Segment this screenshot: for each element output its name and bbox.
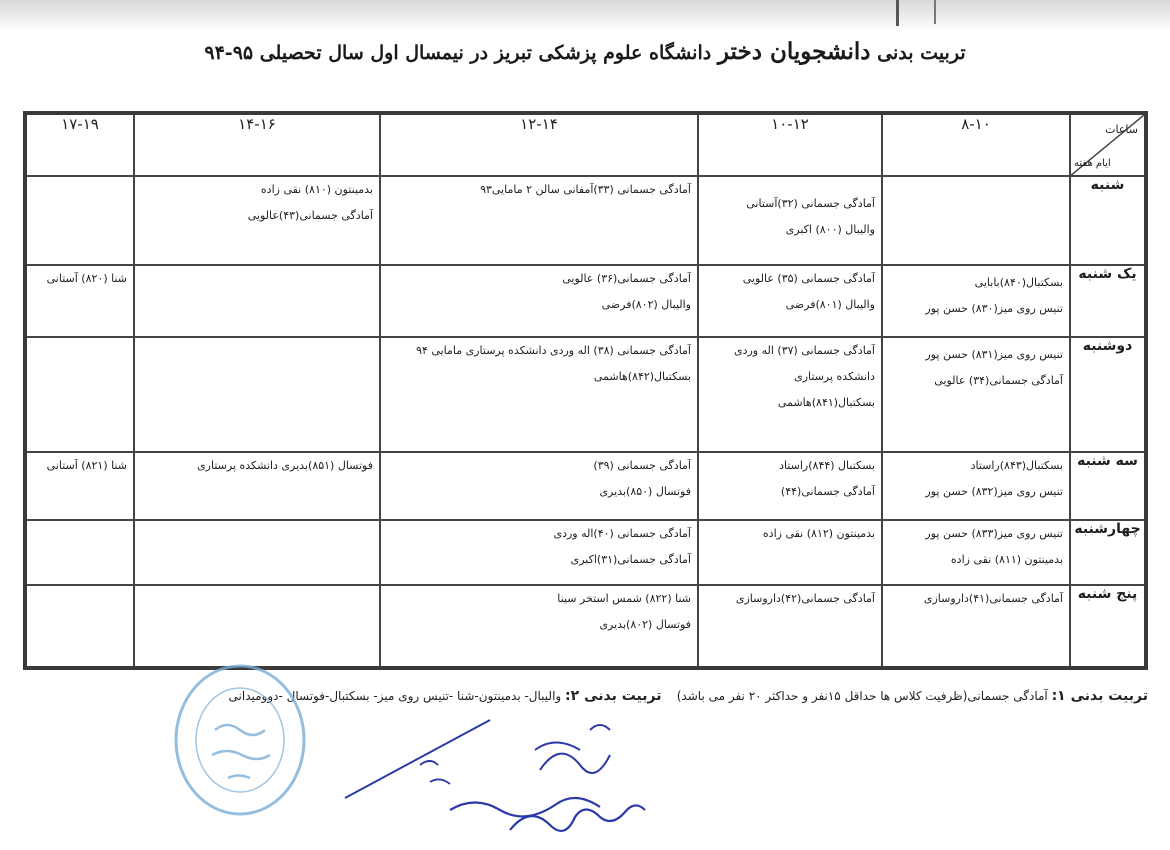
class-entry: دانشکده پرستاری xyxy=(794,370,875,384)
class-entry: آمادگی جسمانی(۳۱)اکبری xyxy=(570,553,691,567)
class-entry: آمادگی جسمانی(۴۳)عالویی xyxy=(247,209,373,223)
scan-top-edge xyxy=(0,0,1170,30)
schedule-cell xyxy=(698,265,882,337)
title-part2: دانشجویان دختر xyxy=(717,38,871,65)
day-label: شنبه xyxy=(1070,176,1146,264)
schedule-cell xyxy=(134,452,380,520)
schedule-cell xyxy=(882,520,1070,584)
header-corner xyxy=(1070,113,1146,176)
day-label: پنج شنبه xyxy=(1070,585,1146,669)
class-entry: بسکتبال(۸۴۲)هاشمی xyxy=(593,370,691,384)
class-entry: آمادگی جسمانی (۳۷) اله وردی xyxy=(733,344,875,358)
schedule-cell xyxy=(134,265,380,337)
scan-mark xyxy=(934,0,936,24)
schedule-cell xyxy=(698,337,882,452)
schedule-cell xyxy=(25,337,134,452)
schedule-table xyxy=(23,111,1148,670)
class-entry: آمادگی جسمانی (۳۹) xyxy=(593,458,691,472)
scan-mark xyxy=(896,0,899,26)
schedule-cell xyxy=(380,176,698,264)
class-entry: بدمینتون (۸۱۱) نقی زاده xyxy=(950,553,1063,567)
footer-text-1: آمادگی جسمانی(ظرفیت کلاس ها حداقل ۱۵نفر و حداکثر ۲۰ نفر می باشد) xyxy=(676,689,1048,703)
day-label: چهارشنبه xyxy=(1070,520,1146,584)
class-entry: والیبال (۸۰۱)فرضی xyxy=(785,297,875,311)
day-label: یک شنبه xyxy=(1070,265,1146,337)
corner-days-label: ایام هفته xyxy=(1074,158,1111,170)
class-entry: آمادگی جسمانی (۳۳)آمفانی سالن ۲ مامایی۹۳ xyxy=(480,183,691,197)
time-slot-header: ۱۲-۱۴ xyxy=(380,113,698,176)
day-label: دوشنبه xyxy=(1070,337,1146,452)
title-part1: تربیت بدنی xyxy=(877,42,966,64)
class-entry: آمادگی جسمانی(۴۱)داروسازی xyxy=(923,591,1063,605)
table-row xyxy=(25,176,1146,264)
schedule-cell xyxy=(25,176,134,264)
footer-text-2: والیبال- بدمینتون-شنا -تنیس روی میز- بسکتبال-فوتسال -دوومیدانی xyxy=(228,689,562,703)
table-row xyxy=(25,452,1146,520)
class-entry: تنیس روی میز(۸۳۱) حسن پور xyxy=(925,348,1063,362)
class-entry: تنیس روی میز(۸۳۲) حسن پور xyxy=(925,484,1063,498)
class-entry: فوتسال (۸۵۰)بدیری xyxy=(599,484,691,498)
class-entry: شنا (۸۲۰) آستانی xyxy=(46,271,127,285)
schedule-cell xyxy=(698,585,882,669)
class-entry: آمادگی جسمانی(۴۴) xyxy=(780,484,875,498)
office-stamp xyxy=(170,660,310,824)
class-entry: بسکتبال (۸۴۴)راستاد xyxy=(779,458,875,472)
class-entry: بدمینتون (۸۱۲) نقی زاده xyxy=(762,527,875,541)
class-entry: آمادگی جسمانی (۳۵) عالویی xyxy=(742,271,875,285)
time-slot-header: ۱۷-۱۹ xyxy=(25,113,134,176)
table-row xyxy=(25,337,1146,452)
schedule-cell xyxy=(134,176,380,264)
corner-hours-label: ساعات xyxy=(1105,123,1138,136)
schedule-cell xyxy=(134,585,380,669)
class-entry: فوتسال (۸۰۲)بدیری xyxy=(599,617,691,631)
footer-label-2: تربیت بدنی ۲: xyxy=(565,688,662,704)
class-entry: شنا (۸۲۱) آستانی xyxy=(46,458,127,472)
time-slot-header: ۸-۱۰ xyxy=(882,113,1070,176)
class-entry: بسکتبال(۸۴۳)راستاد xyxy=(970,458,1063,472)
schedule-cell xyxy=(882,337,1070,452)
table-row xyxy=(25,585,1146,669)
schedule-cell xyxy=(882,452,1070,520)
time-slot-header: ۱۰-۱۲ xyxy=(698,113,882,176)
schedule-cell xyxy=(380,520,698,584)
title-part3: دانشگاه علوم پزشکی تبریز در نیمسال اول سال تحصیلی ۹۵-۹۴ xyxy=(204,42,712,64)
schedule-cell xyxy=(134,337,380,452)
schedule-cell xyxy=(882,176,1070,264)
schedule-cell xyxy=(25,585,134,669)
class-entry: شنا (۸۲۲) شمس استخر سینا xyxy=(557,591,691,605)
schedule-cell xyxy=(882,265,1070,337)
schedule-cell xyxy=(25,452,134,520)
table-row xyxy=(25,520,1146,584)
footer-label-1: تربیت بدنی ۱: xyxy=(1051,688,1148,704)
class-entry: والیبال (۸۰۲)فرضی xyxy=(601,297,691,311)
schedule-cell xyxy=(698,452,882,520)
schedule-cell xyxy=(25,265,134,337)
schedule-cell xyxy=(698,520,882,584)
schedule-cell xyxy=(380,585,698,669)
day-label: سه شنبه xyxy=(1070,452,1146,520)
class-entry: آمادگی جسمانی(۳۶) عالویی xyxy=(562,271,691,285)
page-title xyxy=(130,38,1040,65)
class-entry: تنیس روی میز(۸۳۳) حسن پور xyxy=(925,527,1063,541)
class-entry: آمادگی جسمانی (۳۸) اله وردی دانشکده پرستاری مامایی ۹۴ xyxy=(416,344,691,358)
header-row xyxy=(25,113,1146,176)
schedule-cell xyxy=(380,452,698,520)
time-slot-header: ۱۴-۱۶ xyxy=(134,113,380,176)
schedule-cell xyxy=(882,585,1070,669)
schedule-cell xyxy=(380,337,698,452)
class-entry: آمادگی جسمانی (۴۰)اله وردی xyxy=(553,527,691,541)
class-entry: تنیس روی میز(۸۳۰) حسن پور xyxy=(925,301,1063,315)
class-entry: بدمینتون (۸۱۰) نقی زاده xyxy=(260,183,373,197)
class-entry: فوتسال (۸۵۱)بدیری دانشکده پرستاری xyxy=(197,458,373,472)
schedule-cell xyxy=(25,520,134,584)
class-entry: بسکتبال(۸۴۱)هاشمی xyxy=(777,396,875,410)
class-entry: آمادگی جسمانی(۴۲)داروسازی xyxy=(735,591,875,605)
class-entry: آمادگی جسمانی(۳۴) عالویی xyxy=(934,374,1063,388)
schedule-cell xyxy=(380,265,698,337)
handwritten-signature xyxy=(340,690,720,844)
schedule-cell xyxy=(134,520,380,584)
class-entry: بسکتبال(۸۴۰)بابایی xyxy=(974,275,1063,289)
table-row xyxy=(25,265,1146,337)
class-entry: آمادگی جسمانی (۳۲)آستانی xyxy=(746,197,875,211)
schedule-cell xyxy=(698,176,882,264)
class-entry: والیبال (۸۰۰) اکبری xyxy=(785,223,875,237)
